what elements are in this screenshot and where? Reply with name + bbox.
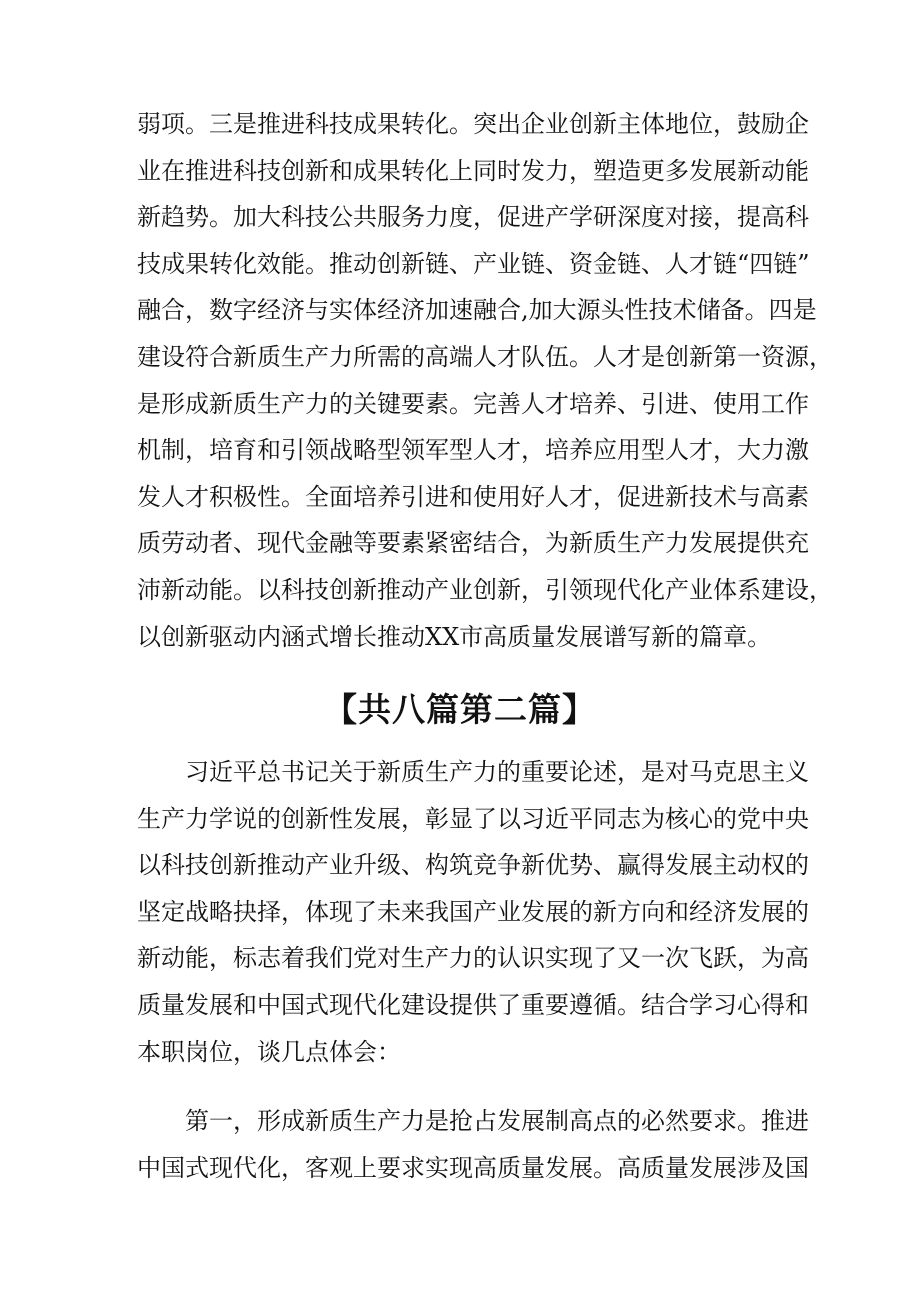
text-line: 质劳动者、现代金融等要素紧密结合，为新质生产力发展提供充 <box>137 529 809 558</box>
text-line: 弱项。三是推进科技成果转化。突出企业创新主体地位，鼓励企 <box>137 110 809 138</box>
text-line: 以创新驱动内涵式增长推动XX市高质量发展谱写新的篇章。 <box>137 622 772 651</box>
text-line: 以科技创新推动产业升级、构筑竞争新优势、赢得发展主动权的 <box>137 851 809 880</box>
text-line: 机制，培育和引领战略型领军型人才，培养应用型人才，大力激 <box>137 436 809 465</box>
text-line: 技成果转化效能。推动创新链、产业链、资金链、人才链“四链” <box>137 249 810 278</box>
text-line: 第一，形成新质生产力是抢占发展制高点的必然要求。推进 <box>137 1107 809 1135</box>
section-heading: 【共八篇第二篇】 <box>324 690 596 729</box>
text-line: 融合，数字经济与实体经济加速融合,加大源头性技术储备。四是 <box>137 296 817 325</box>
paragraph-continuation <box>137 101 833 660</box>
text-line: 生产力学说的创新性发展，彰显了以习近平同志为核心的党中央 <box>137 804 809 833</box>
text-line: 发人才积极性。全面培养引进和使用好人才，促进新技术与高素 <box>137 482 809 511</box>
paragraph-first-point <box>137 1098 809 1191</box>
text-line: 习近平总书记关于新质生产力的重要论述，是对马克思主义 <box>137 758 809 786</box>
text-line: 本职岗位，谈几点体会： <box>137 1037 401 1066</box>
text-line: 建设符合新质生产力所需的高端人才队伍。人才是创新第一资源， <box>137 342 833 371</box>
text-line: 新趋势。加大科技公共服务力度，促进产学研深度对接，提高科 <box>137 203 809 232</box>
text-line: 质量发展和中国式现代化建设提供了重要遵循。结合学习心得和 <box>137 990 809 1019</box>
text-line: 是形成新质生产力的关键要素。完善人才培养、引进、使用工作 <box>137 389 809 418</box>
text-line: 新动能，标志着我们党对生产力的认识实现了又一次飞跃，为高 <box>137 944 809 973</box>
text-line: 业在推进科技创新和成果转化上同时发力，塑造更多发展新动能 <box>137 156 809 185</box>
text-line: 中国式现代化，客观上要求实现高质量发展。高质量发展涉及国 <box>137 1153 809 1182</box>
text-line: 坚定战略抉择，体现了未来我国产业发展的新方向和经济发展的 <box>137 897 809 926</box>
paragraph-intro <box>137 749 809 1075</box>
text-line: 沛新动能。以科技创新推动产业创新，引领现代化产业体系建设， <box>137 575 833 604</box>
